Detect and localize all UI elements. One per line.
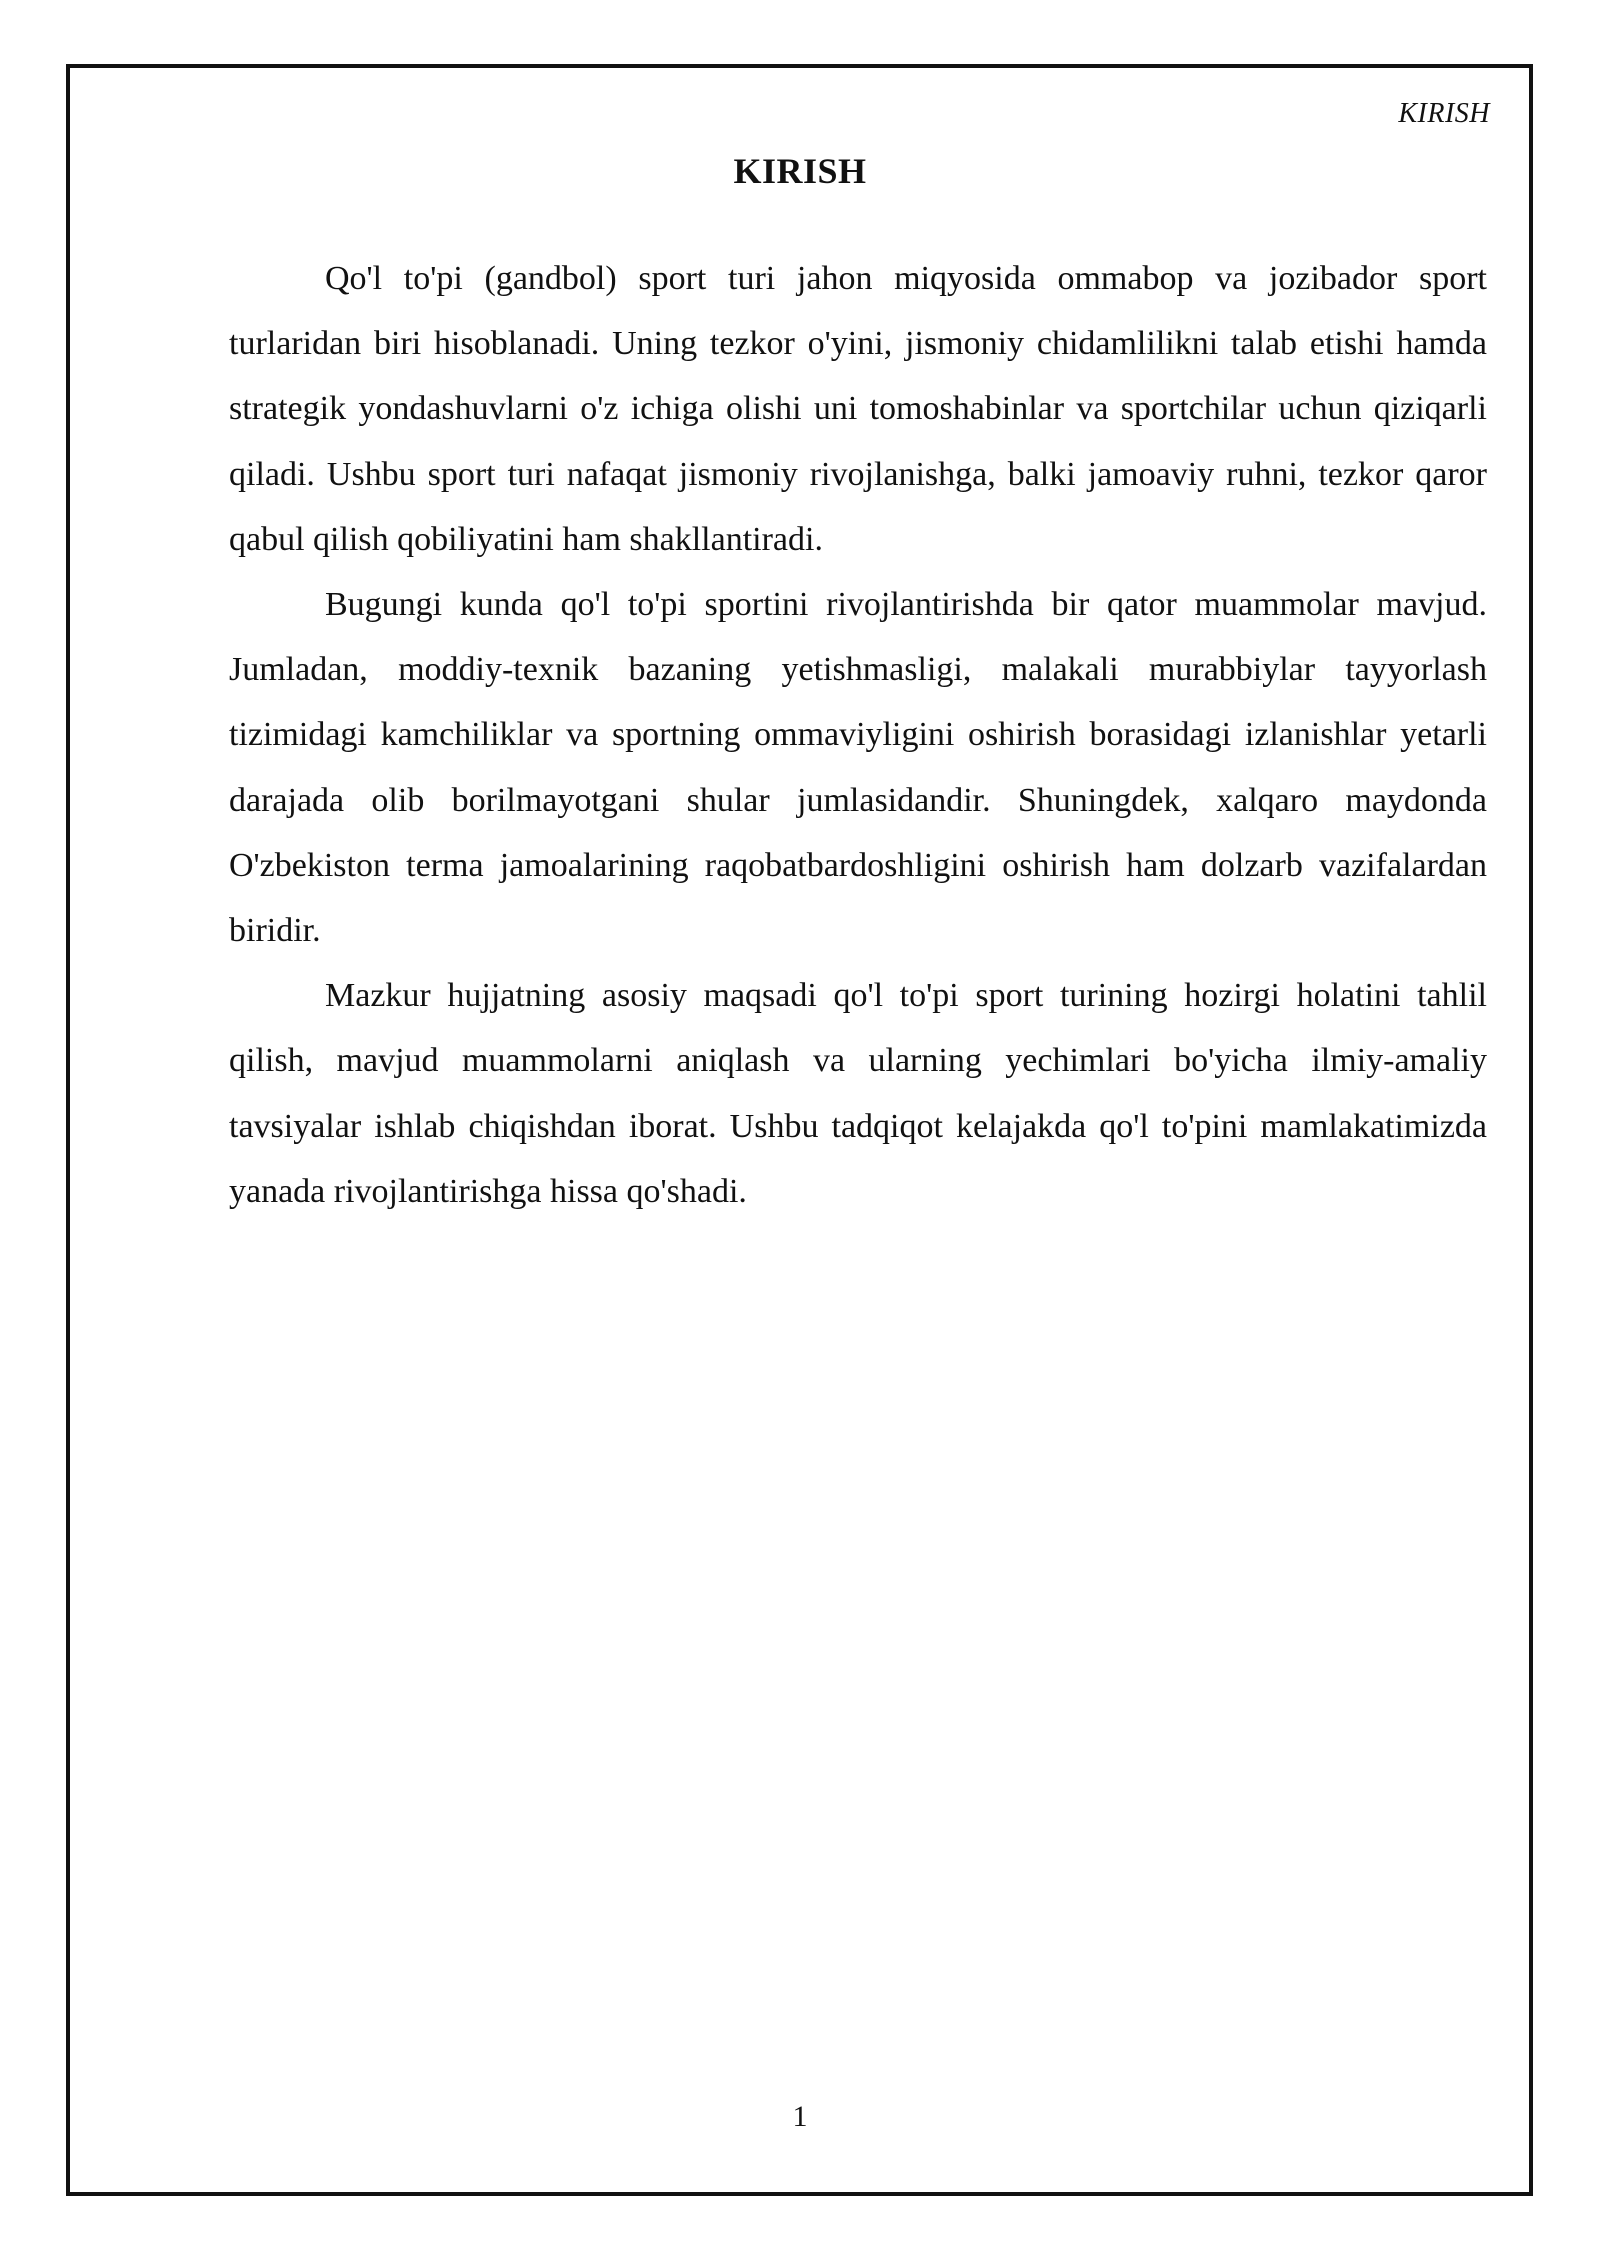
paragraph-2: Bugungi kunda qo'l to'pi sportini rivojlantirishda bir qator muammolar mavjud. Jumladan, moddiy-texnik bazaning yetishmasligi, malakali murabbiylar tayyorlash tizimidagi kamchiliklar va sportning ommaviyligini oshirish borasidagi izlanishlar yetarli darajada olib borilmayotgani shular jumlasidandir. Shuningdek, xalqaro maydonda O'zbekiston terma jamoalarining raqobatbardoshligini oshirish ham dolzarb vazifalardan biridir. [229,586,1487,950]
paragraph-1: Qo'l to'pi (gandbol) sport turi jahon miqyosida ommabop va jozibador sport turlaridan biri hisoblanadi. Uning tezkor o'yini, jismoniy chidamlilikni talab etishi hamda strategik yondashuvlarni o'z ichiga olishi uni tomoshabinlar va sportchilar uchun qiziqarli qiladi. Ushbu sport turi nafaqat jismoniy rivojlanishga, balki jamoaviy ruhni, tezkor qaror qabul qilish qobiliyatini ham shakllantiradi. [229,260,1487,558]
paragraph-3: Mazkur hujjatning asosiy maqsadi qo'l to'pi sport turining hozirgi holatini tahlil qilish, mavjud muammolarni aniqlash va ularning yechimlari bo'yicha ilmiy-amaliy tavsiyalar ishlab chiqishdan iborat. Ushbu tadqiqot kelajakda qo'l to'pini mamlakatimizda yanada rivojlantirishga hissa qo'shadi. [229,977,1487,1210]
running-header: KIRISH [1398,98,1490,129]
section-title: KIRISH [733,151,867,191]
body-text [229,246,1487,1224]
page-number: 1 [792,2100,808,2133]
